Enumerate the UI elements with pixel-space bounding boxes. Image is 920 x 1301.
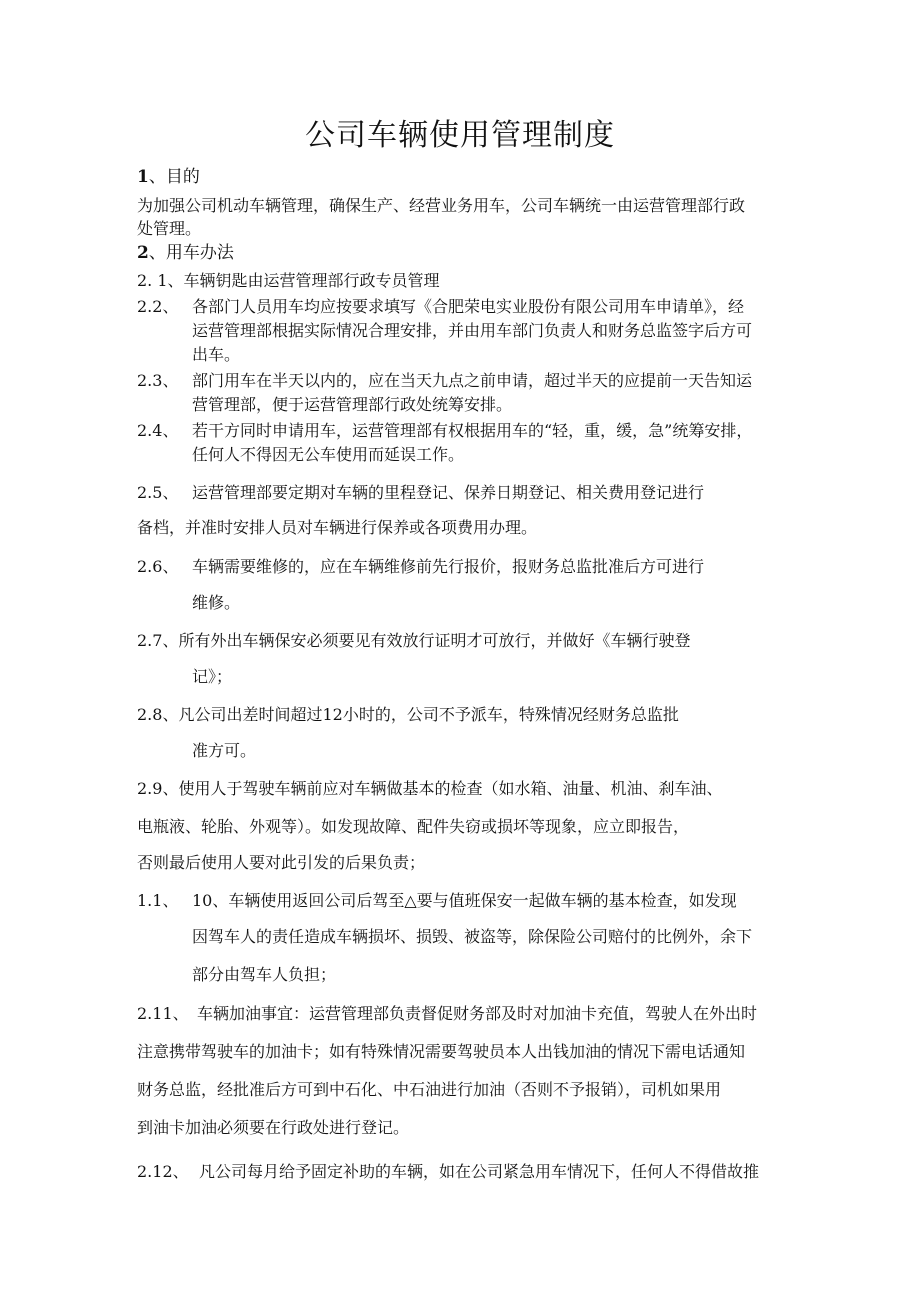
item-text-line: 凡公司出差时间超过12小时的，公司不予派车，特殊情况经财务总监批 <box>178 705 679 724</box>
item-number: 2.7、 <box>137 631 179 650</box>
item-text-line: 部分由驾车人负担； <box>192 965 337 984</box>
section-label: 、目的 <box>148 167 200 187</box>
item-text-line: 运营管理部要定期对车辆的里程登记、保养日期登记、相关费用登记进行 <box>192 483 705 502</box>
list-item-2-8 <box>137 704 679 726</box>
item-number: 2.9、 <box>137 779 179 798</box>
section-label: 、用车办法 <box>148 243 234 263</box>
item-number: 2.2、 <box>137 297 179 316</box>
item-number: 1.1、 <box>137 891 179 910</box>
item-number: 2.5、 <box>137 483 179 502</box>
item-text: 车辆钥匙由运营管理部行政专员管理 <box>183 271 440 290</box>
section-heading-2 <box>137 242 234 264</box>
item-text-line: 到油卡加油必须要在行政处进行登记。 <box>137 1118 410 1137</box>
item-text-line: 所有外出车辆保安必须要见有效放行证明才可放行，并做好《车辆行驶登 <box>178 631 691 650</box>
item-number: 2.4、 <box>137 421 179 440</box>
section-number: 1 <box>137 167 149 187</box>
item-text-line: 财务总监，经批准后方可到中石化、中石油进行加油（否则不予报销），司机如果用 <box>137 1080 722 1099</box>
item-text-line: 维修。 <box>192 593 241 612</box>
item-text-line: 车辆需要维修的，应在车辆维修前先行报价，报财务总监批准后方可进行 <box>192 557 705 576</box>
item-text-line: 准方可。 <box>192 741 257 760</box>
item-number: 2.11、 <box>137 1004 189 1023</box>
section-number: 2 <box>137 243 149 263</box>
item-number: 2.3、 <box>137 371 179 390</box>
item-number: 2.12、 <box>137 1162 189 1181</box>
section-heading-1 <box>137 166 200 188</box>
item-text-line: 任何人不得因无公车使用而延误工作。 <box>192 445 465 464</box>
paragraph-line: 处管理。 <box>137 219 202 238</box>
item-text-line: 各部门人员用车均应按要求填写《合肥荣电实业股份有限公司用车申请单》，经 <box>192 297 745 316</box>
item-text-line: 10、车辆使用返回公司后驾至△要与值班保安一起做车辆的基本检查，如发现 <box>192 891 737 910</box>
item-text-line: 备档，并准时安排人员对车辆进行保养或各项费用办理。 <box>137 518 538 537</box>
item-text-line: 出车。 <box>192 345 241 364</box>
item-text-line: 若干方同时申请用车，运营管理部有权根据用车的“轻，重，缓，急”统筹安排， <box>192 421 753 440</box>
item-number: 2.8、 <box>137 705 179 724</box>
list-item-2-7 <box>137 630 690 652</box>
paragraph-line: 为加强公司机动车辆管理，确保生产、经营业务用车，公司车辆统一由运营管理部行政 <box>137 196 746 215</box>
item-text-line: 记》； <box>192 667 233 686</box>
item-text-line: 使用人于驾驶车辆前应对车辆做基本的检查（如水箱、油量、机油、刹车油、 <box>178 779 723 798</box>
item-number: 2.6、 <box>137 557 179 576</box>
item-number: 2. 1、 <box>137 271 184 290</box>
list-item-2-9 <box>137 778 722 800</box>
item-text-line: 否则最后使用人要对此引发的后果负责； <box>137 853 426 872</box>
item-text-line: 部门用车在半天以内的，应在当天九点之前申请，超过半天的应提前一天告知运 <box>192 371 753 390</box>
item-text-line: 营管理部，便于运营管理部行政处统筹安排。 <box>192 395 513 414</box>
list-item-2-1 <box>137 270 440 292</box>
item-text-line: 凡公司每月给予固定补助的车辆，如在公司紧急用车情况下，任何人不得借故推 <box>199 1162 760 1181</box>
item-text-line: 运营管理部根据实际情况合理安排，并由用车部门负责人和财务总监签字后方可 <box>192 321 753 340</box>
item-text-line: 车辆加油事宜：运营管理部负责督促财务部及时对加油卡充值，驾驶人在外出时 <box>197 1004 758 1023</box>
item-text-line: 因驾车人的责任造成车辆损坏、损毁、被盗等，除保险公司赔付的比例外，余下 <box>192 927 753 946</box>
item-text-line: 注意携带驾驶车的加油卡；如有特殊情况需要驾驶员本人出钱加油的情况下需电话通知 <box>137 1042 746 1061</box>
document-title: 公司车辆使用管理制度 <box>305 118 615 153</box>
item-text-line: 电瓶液、轮胎、外观等）。如发现故障、配件失窃或损坏等现象，应立即报告， <box>137 817 690 836</box>
